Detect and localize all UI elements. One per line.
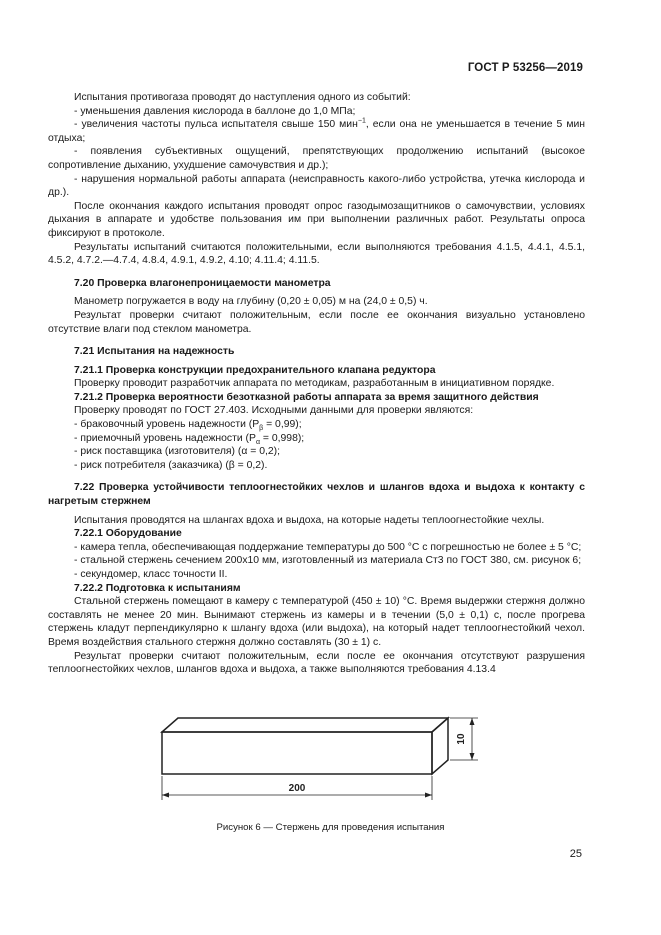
length-arrow-right [425,793,432,798]
paragraph: Манометр погружается в воду на глубину (0,20 ± 0,05) м на (24,0 ± 0,5) ч. [74,296,428,308]
length-arrow-left [162,793,169,798]
rod-front-face [162,732,432,774]
paragraph: Стальной стержень помещают в камеру с температурой (450 ± 10) °С. Время выдержки стержня должно составлять не менее 20 мин. Вынимают стержень из камеры и в течении (5,0 ± 0,1) с, после прогрева стержень кладут перпендикулярно к шлангу вдоха (или выдоха), на который надет теплоогнестойкий чехол. Время воздействия стального стержня должно составлять (30 ± 1) с. [48,596,585,648]
list-item: - браковочный уровень надежности $(P_\beta = 0,99)$; [74,419,302,433]
subsection-heading-7-22-1: 7.22.1 Оборудование [74,528,182,540]
paragraph: Проверку проводит разработчик аппарата по методикам, разработанным в инициативном порядке. [74,378,555,390]
list-item: - секундомер, класс точности II. [74,569,228,580]
paragraph: Испытания проводятся на шлангах вдоха и выдоха, на которые надеты теплоогнестойкие чехлы. [74,514,545,526]
paragraph: Проверку проводят по ГОСТ 27.403. Исходными данными для проверки являются: [74,405,474,417]
height-arrow-top [470,718,475,725]
section-heading-7-20: 7.20 Проверка влагонепроницаемости манометра [74,277,331,289]
list-item: - стальной стержень сечением 200x10 мм, изготовленный из материала Ст3 по ГОСТ 380, см. рисунок 6; [74,555,582,567]
subsection-heading-7-21-2: 7.21.2 Проверка вероятности безотказной работы аппарата за время защитного действия [74,391,539,403]
list-item: - риск поставщика (изготовителя) (α = 0,2); [74,446,280,458]
height-label: 10 [456,733,467,745]
section-heading-7-21: 7.21 Испытания на надежность [74,346,235,358]
list-item: - камера тепла, обеспечивающая поддержание температуры до 500 °С с погрешностью не более ± 5 °С; [74,541,582,553]
document-header: ГОСТ Р 53256—2019 [467,62,583,74]
list-item: - увеличения частоты пульса испытателя свыше 150 мин$^{-1}$, если она не уменьшается в течение 5 мин отдыха; [48,117,586,144]
height-arrow-bottom [470,753,475,760]
list-item: - появления субъективных ощущений, препятствующих продолжению испытаний (высокое сопротивление дыханию, ухудшение самочувствия и др.); [48,146,585,171]
paragraph: Испытания противогаза проводят до наступления одного из событий: [74,92,411,103]
length-label: 200 [288,783,306,794]
page-content [48,91,585,677]
paragraph: Результат проверки считают положительным, если после ее окончания отсутствуют разрушения теплоогнестойких чехлов, шлангов вдоха и выдоха, а также выполняются требования 4.13.4 [48,650,585,676]
subsection-heading-7-22-2: 7.22.2 Подготовка к испытаниям [74,582,241,594]
paragraph: Результаты испытаний считаются положительными, если выполняются требования 4.1.5, 4.4.1, 4.5.1, 4.5.2, 4.7.2.—4.7.4, 4.8.4, 4.9.1, 4.9.2, 4.10; 4.11.4; 4.11.5. [48,241,585,267]
paragraph: Результат проверки считают положительным, если после ее окончания визуально установлено отсутствие влаги под стеклом манометра. [48,309,585,335]
section-heading-7-22: 7.22 Проверка устойчивости теплоогнестойких чехлов и шлангов вдоха и выдоха к контакту с нагретым стержнем [48,482,585,508]
paragraph: После окончания каждого испытания проводят опрос газодымозащитников о самочувствии, условиях дыхания в аппарате и удобстве пользования им при выполнении различных работ. Результаты опроса фиксируют в протоколе. [48,200,585,239]
list-item: - уменьшения давления кислорода в баллоне до 1,0 МПа; [74,105,356,117]
figure-caption: Рисунок 6 — Стержень для проведения испытания [216,822,445,833]
rod-end-face [432,718,448,774]
rod-figure [148,710,508,810]
list-item: - приемочный уровень надежности $(P_\alpha = 0,998)$; [74,432,305,446]
subsection-heading-7-21-1: 7.21.1 Проверка конструкции предохранительного клапана редуктора [74,364,436,376]
list-item: - нарушения нормальной работы аппарата (неисправность какого-либо устройства, утечка кислорода и др.). [48,173,585,199]
list-item: - риск потребителя (заказчика) (β = 0,2). [74,459,268,471]
rod-top-face [162,718,448,732]
page-number: 25 [569,848,582,860]
